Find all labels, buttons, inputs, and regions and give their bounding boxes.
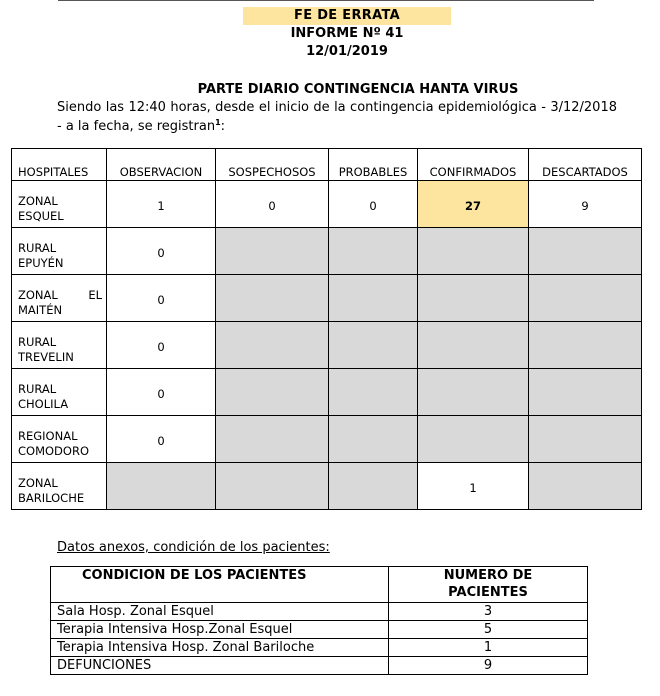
empty-cell bbox=[216, 322, 329, 369]
footnote-marker: 1 bbox=[215, 118, 221, 127]
empty-cell bbox=[329, 275, 418, 322]
numero-value: 1 bbox=[389, 639, 588, 657]
report-date: 12/01/2019 bbox=[306, 44, 388, 59]
hospital-name: RURAL TREVELIN bbox=[12, 322, 107, 369]
errata-title: FE DE ERRATA bbox=[243, 7, 451, 25]
empty-cell bbox=[529, 322, 642, 369]
empty-cell bbox=[418, 416, 529, 463]
empty-cell bbox=[216, 369, 329, 416]
confirmados-value: 27 bbox=[418, 181, 529, 228]
numero-value: 9 bbox=[389, 657, 588, 675]
observacion-value: 0 bbox=[107, 275, 216, 322]
table-row bbox=[51, 657, 588, 675]
numero-value: 3 bbox=[389, 603, 588, 621]
observacion-value: 0 bbox=[107, 369, 216, 416]
empty-cell bbox=[529, 228, 642, 275]
empty-cell bbox=[329, 416, 418, 463]
observacion-value: 0 bbox=[107, 416, 216, 463]
table-row bbox=[12, 322, 642, 369]
table-row bbox=[12, 181, 642, 228]
intro-colon: : bbox=[220, 119, 226, 134]
patients-condition-table bbox=[50, 566, 588, 675]
empty-cell bbox=[329, 369, 418, 416]
descartados-value: 9 bbox=[529, 181, 642, 228]
table-row bbox=[12, 228, 642, 275]
empty-cell bbox=[418, 275, 529, 322]
hospital-name: REGIONAL COMODORO bbox=[12, 416, 107, 463]
hospital-name: RURAL CHOLILA bbox=[12, 369, 107, 416]
table-row bbox=[51, 621, 588, 639]
header-hospitales: HOSPITALES bbox=[12, 149, 107, 181]
empty-cell bbox=[529, 416, 642, 463]
empty-cell bbox=[529, 275, 642, 322]
empty-cell bbox=[418, 369, 529, 416]
empty-cell bbox=[216, 275, 329, 322]
observacion-value: 1 bbox=[107, 181, 216, 228]
patients-table-header bbox=[51, 567, 588, 603]
condicion-label: DEFUNCIONES bbox=[51, 657, 389, 675]
empty-cell bbox=[329, 228, 418, 275]
table-row bbox=[12, 463, 642, 510]
empty-cell bbox=[529, 369, 642, 416]
hospital-name: ZONAL EL MAITÉN bbox=[12, 275, 107, 322]
empty-cell bbox=[329, 463, 418, 510]
hospital-name: ZONAL BARILOCHE bbox=[12, 463, 107, 510]
intro-paragraph bbox=[57, 98, 617, 136]
table-row bbox=[12, 416, 642, 463]
condicion-label: Terapia Intensiva Hosp.Zonal Esquel bbox=[51, 621, 389, 639]
condicion-label: Terapia Intensiva Hosp. Zonal Bariloche bbox=[51, 639, 389, 657]
empty-cell bbox=[107, 463, 216, 510]
report-number: INFORME Nº 41 bbox=[290, 26, 404, 41]
empty-cell bbox=[216, 228, 329, 275]
observacion-value: 0 bbox=[107, 228, 216, 275]
header-confirmados: CONFIRMADOS bbox=[418, 149, 529, 181]
table-row bbox=[12, 275, 642, 322]
header-numero: NUMERO DE PACIENTES bbox=[389, 567, 588, 603]
table-row bbox=[12, 369, 642, 416]
empty-cell bbox=[216, 416, 329, 463]
intro-text: Siendo las 12:40 horas, desde el inicio de la contingencia epidemiológica - 3/12/2018 - a la fecha, se registran bbox=[57, 100, 617, 134]
top-rule bbox=[58, 0, 594, 1]
probables-value: 0 bbox=[329, 181, 418, 228]
hospital-table-header bbox=[12, 149, 642, 181]
confirmados-value: 1 bbox=[418, 463, 529, 510]
empty-cell bbox=[529, 463, 642, 510]
sospechosos-value: 0 bbox=[216, 181, 329, 228]
header-condicion: CONDICION DE LOS PACIENTES bbox=[51, 567, 389, 603]
hospital-table bbox=[11, 148, 642, 510]
empty-cell bbox=[216, 463, 329, 510]
header-probables: PROBABLES bbox=[329, 149, 418, 181]
table-row bbox=[51, 639, 588, 657]
header-observacion: OBSERVACION bbox=[107, 149, 216, 181]
numero-value: 5 bbox=[389, 621, 588, 639]
table-row bbox=[51, 603, 588, 621]
observacion-value: 0 bbox=[107, 322, 216, 369]
report-heading: PARTE DIARIO CONTINGENCIA HANTA VIRUS bbox=[197, 82, 519, 97]
hospital-name: RURAL EPUYÉN bbox=[12, 228, 107, 275]
empty-cell bbox=[418, 322, 529, 369]
header-descartados: DESCARTADOS bbox=[529, 149, 642, 181]
anexos-title: Datos anexos, condición de los pacientes: bbox=[57, 540, 330, 555]
hospital-name: ZONAL ESQUEL bbox=[12, 181, 107, 228]
empty-cell bbox=[329, 322, 418, 369]
condicion-label: Sala Hosp. Zonal Esquel bbox=[51, 603, 389, 621]
header-sospechosos: SOSPECHOSOS bbox=[216, 149, 329, 181]
empty-cell bbox=[418, 228, 529, 275]
